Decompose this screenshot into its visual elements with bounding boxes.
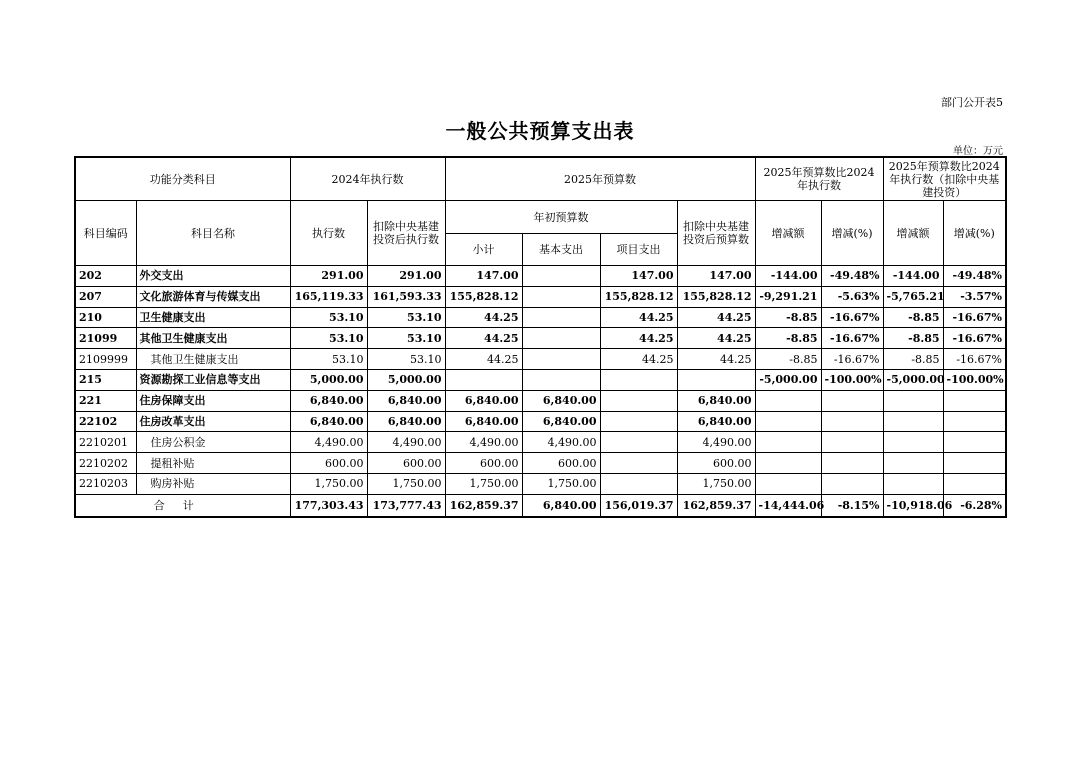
cell-basic: 4,490.00	[522, 432, 600, 453]
cell-project: 44.25	[600, 349, 677, 370]
cell-exec: 53.10	[290, 307, 367, 328]
cell-exec: 6,840.00	[290, 411, 367, 432]
total-change-pct-2: -6.28%	[943, 494, 1006, 517]
cell-project: 44.25	[600, 328, 677, 349]
cell-subtotal: 44.25	[445, 307, 522, 328]
cell-change-amount-2: -8.85	[883, 307, 943, 328]
cell-change-amount-1: -8.85	[755, 328, 821, 349]
table-row	[75, 453, 1006, 474]
cell-change-pct-2	[943, 390, 1006, 411]
cell-budget-excl: 147.00	[677, 266, 755, 287]
cell-change-pct-1	[821, 432, 883, 453]
cell-code: 22102	[75, 411, 136, 432]
cell-exec: 600.00	[290, 453, 367, 474]
cell-change-pct-2	[943, 473, 1006, 494]
cell-change-pct-1: -16.67%	[821, 349, 883, 370]
header-change-pct-2: 增减(%)	[943, 201, 1006, 266]
cell-exec-excl: 4,490.00	[367, 432, 445, 453]
cell-change-amount-2: -5,000.00	[883, 369, 943, 390]
header-compare-excl: 2025年预算数比2024年执行数（扣除中央基建投资）	[883, 157, 1006, 201]
cell-change-amount-2	[883, 453, 943, 474]
cell-basic	[522, 307, 600, 328]
cell-project	[600, 453, 677, 474]
cell-subtotal	[445, 369, 522, 390]
header-change-pct-1: 增减(%)	[821, 201, 883, 266]
cell-change-pct-2	[943, 411, 1006, 432]
header-exec-2024: 2024年执行数	[290, 157, 445, 201]
total-exec-excl: 173,777.43	[367, 494, 445, 517]
total-budget-excl: 162,859.37	[677, 494, 755, 517]
cell-change-amount-2: -8.85	[883, 349, 943, 370]
cell-name: 住房公积金	[136, 432, 290, 453]
cell-change-pct-2: -16.67%	[943, 349, 1006, 370]
cell-change-amount-2: -144.00	[883, 266, 943, 287]
cell-basic	[522, 266, 600, 287]
cell-change-pct-1: -5.63%	[821, 286, 883, 307]
header-exec-excl: 扣除中央基建投资后执行数	[367, 201, 445, 266]
cell-change-amount-1	[755, 390, 821, 411]
cell-project	[600, 473, 677, 494]
page-code: 部门公开表5	[941, 96, 1003, 109]
cell-subtotal: 147.00	[445, 266, 522, 287]
cell-exec-excl: 600.00	[367, 453, 445, 474]
budget-table	[74, 156, 1007, 518]
cell-budget-excl: 4,490.00	[677, 432, 755, 453]
cell-subtotal: 44.25	[445, 328, 522, 349]
cell-exec: 165,119.33	[290, 286, 367, 307]
cell-change-amount-2: -5,765.21	[883, 286, 943, 307]
cell-exec: 6,840.00	[290, 390, 367, 411]
cell-code: 207	[75, 286, 136, 307]
cell-change-amount-1: -5,000.00	[755, 369, 821, 390]
total-project: 156,019.37	[600, 494, 677, 517]
cell-code: 210	[75, 307, 136, 328]
table-row	[75, 432, 1006, 453]
header-code: 科目编码	[75, 201, 136, 266]
cell-name: 购房补贴	[136, 473, 290, 494]
table-row	[75, 349, 1006, 370]
cell-exec-excl: 53.10	[367, 307, 445, 328]
page-title: 一般公共预算支出表	[445, 119, 635, 143]
cell-project	[600, 390, 677, 411]
cell-change-amount-2	[883, 390, 943, 411]
cell-change-amount-1: -144.00	[755, 266, 821, 287]
cell-exec-excl: 291.00	[367, 266, 445, 287]
cell-exec-excl: 53.10	[367, 349, 445, 370]
cell-change-amount-1	[755, 411, 821, 432]
cell-budget-excl: 155,828.12	[677, 286, 755, 307]
cell-subtotal: 600.00	[445, 453, 522, 474]
cell-change-amount-1: -9,291.21	[755, 286, 821, 307]
cell-budget-excl: 6,840.00	[677, 411, 755, 432]
header-func-class: 功能分类科目	[75, 157, 290, 201]
cell-exec-excl: 5,000.00	[367, 369, 445, 390]
header-change-amount-1: 增减额	[755, 201, 821, 266]
cell-basic	[522, 286, 600, 307]
cell-change-pct-1: -100.00%	[821, 369, 883, 390]
table-row	[75, 286, 1006, 307]
cell-budget-excl: 600.00	[677, 453, 755, 474]
cell-change-amount-1	[755, 432, 821, 453]
cell-basic: 6,840.00	[522, 411, 600, 432]
cell-change-pct-2: -49.48%	[943, 266, 1006, 287]
cell-exec: 5,000.00	[290, 369, 367, 390]
cell-budget-excl	[677, 369, 755, 390]
table-row	[75, 473, 1006, 494]
total-change-amount-1: -14,444.06	[755, 494, 821, 517]
cell-exec: 1,750.00	[290, 473, 367, 494]
cell-code: 215	[75, 369, 136, 390]
header-change-amount-2: 增减额	[883, 201, 943, 266]
table-row	[75, 266, 1006, 287]
cell-exec: 53.10	[290, 349, 367, 370]
cell-basic: 600.00	[522, 453, 600, 474]
total-label: 合计	[75, 494, 290, 517]
cell-name: 其他卫生健康支出	[136, 349, 290, 370]
table-row	[75, 369, 1006, 390]
cell-exec-excl: 6,840.00	[367, 390, 445, 411]
header-initial-budget: 年初预算数	[445, 201, 677, 234]
cell-project	[600, 411, 677, 432]
cell-name: 提租补贴	[136, 453, 290, 474]
cell-subtotal: 6,840.00	[445, 411, 522, 432]
header-basic: 基本支出	[522, 234, 600, 266]
cell-code: 2109999	[75, 349, 136, 370]
header-row-1	[75, 157, 1006, 201]
cell-name: 住房保障支出	[136, 390, 290, 411]
table-row	[75, 411, 1006, 432]
header-row-2	[75, 201, 1006, 234]
cell-change-pct-2	[943, 453, 1006, 474]
cell-name: 其他卫生健康支出	[136, 328, 290, 349]
cell-budget-excl: 6,840.00	[677, 390, 755, 411]
cell-change-pct-1: -16.67%	[821, 307, 883, 328]
cell-change-pct-1	[821, 473, 883, 494]
cell-name: 卫生健康支出	[136, 307, 290, 328]
total-change-pct-1: -8.15%	[821, 494, 883, 517]
total-exec: 177,303.43	[290, 494, 367, 517]
cell-exec: 291.00	[290, 266, 367, 287]
header-compare-exec: 2025年预算数比2024年执行数	[755, 157, 883, 201]
cell-basic: 1,750.00	[522, 473, 600, 494]
cell-budget-excl: 44.25	[677, 328, 755, 349]
cell-budget-excl: 44.25	[677, 307, 755, 328]
cell-change-pct-2: -16.67%	[943, 328, 1006, 349]
table-row	[75, 307, 1006, 328]
cell-code: 2210203	[75, 473, 136, 494]
cell-change-pct-2: -16.67%	[943, 307, 1006, 328]
cell-change-pct-2	[943, 432, 1006, 453]
table-row	[75, 328, 1006, 349]
cell-subtotal: 44.25	[445, 349, 522, 370]
cell-change-amount-2	[883, 432, 943, 453]
cell-code: 221	[75, 390, 136, 411]
cell-budget-excl: 44.25	[677, 349, 755, 370]
cell-change-amount-1	[755, 473, 821, 494]
cell-exec-excl: 1,750.00	[367, 473, 445, 494]
cell-change-pct-1: -16.67%	[821, 328, 883, 349]
table-row	[75, 390, 1006, 411]
cell-subtotal: 1,750.00	[445, 473, 522, 494]
cell-change-amount-2	[883, 473, 943, 494]
cell-exec: 4,490.00	[290, 432, 367, 453]
total-basic: 6,840.00	[522, 494, 600, 517]
cell-change-amount-2: -8.85	[883, 328, 943, 349]
unit-label: 单位：万元	[953, 146, 1003, 157]
header-budget-excl: 扣除中央基建投资后预算数	[677, 201, 755, 266]
cell-exec-excl: 53.10	[367, 328, 445, 349]
cell-change-pct-1: -49.48%	[821, 266, 883, 287]
header-subtotal: 小计	[445, 234, 522, 266]
total-change-amount-2: -10,918.06	[883, 494, 943, 517]
cell-subtotal: 155,828.12	[445, 286, 522, 307]
cell-code: 2210202	[75, 453, 136, 474]
cell-subtotal: 4,490.00	[445, 432, 522, 453]
cell-basic	[522, 328, 600, 349]
cell-change-amount-1: -8.85	[755, 349, 821, 370]
header-project: 项目支出	[600, 234, 677, 266]
header-budget-2025: 2025年预算数	[445, 157, 755, 201]
cell-change-amount-2	[883, 411, 943, 432]
cell-name: 资源勘探工业信息等支出	[136, 369, 290, 390]
cell-change-pct-1	[821, 411, 883, 432]
cell-code: 21099	[75, 328, 136, 349]
cell-basic	[522, 349, 600, 370]
total-subtotal: 162,859.37	[445, 494, 522, 517]
cell-budget-excl: 1,750.00	[677, 473, 755, 494]
cell-name: 文化旅游体育与传媒支出	[136, 286, 290, 307]
cell-basic: 6,840.00	[522, 390, 600, 411]
cell-change-pct-1	[821, 453, 883, 474]
cell-basic	[522, 369, 600, 390]
cell-subtotal: 6,840.00	[445, 390, 522, 411]
cell-project: 155,828.12	[600, 286, 677, 307]
cell-change-pct-1	[821, 390, 883, 411]
cell-change-pct-2: -3.57%	[943, 286, 1006, 307]
cell-change-amount-1	[755, 453, 821, 474]
total-row	[75, 494, 1006, 517]
cell-project: 44.25	[600, 307, 677, 328]
header-name: 科目名称	[136, 201, 290, 266]
cell-name: 住房改革支出	[136, 411, 290, 432]
cell-project: 147.00	[600, 266, 677, 287]
cell-exec: 53.10	[290, 328, 367, 349]
cell-project	[600, 432, 677, 453]
cell-change-pct-2: -100.00%	[943, 369, 1006, 390]
cell-code: 202	[75, 266, 136, 287]
cell-code: 2210201	[75, 432, 136, 453]
header-exec: 执行数	[290, 201, 367, 266]
cell-change-amount-1: -8.85	[755, 307, 821, 328]
cell-exec-excl: 161,593.33	[367, 286, 445, 307]
cell-name: 外交支出	[136, 266, 290, 287]
cell-project	[600, 369, 677, 390]
cell-exec-excl: 6,840.00	[367, 411, 445, 432]
